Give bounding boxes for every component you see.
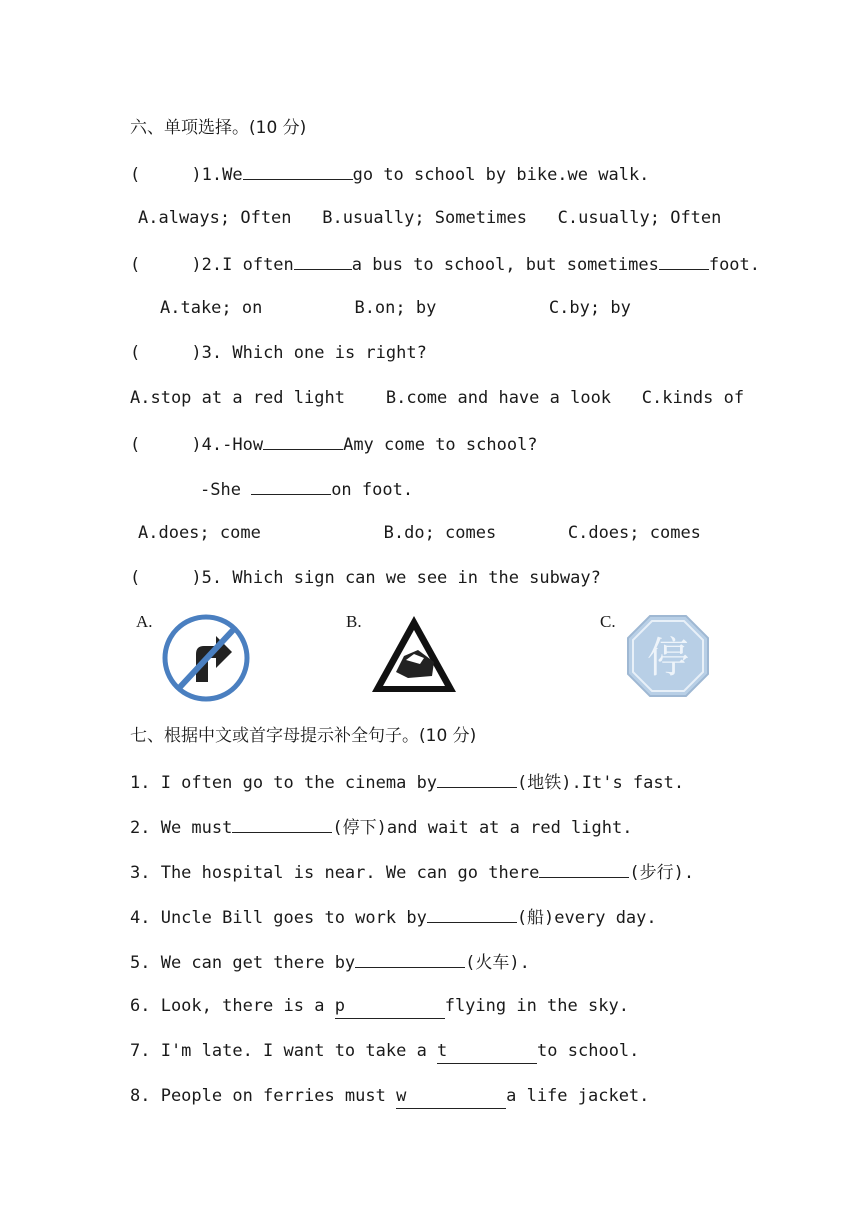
answer-blank[interactable]: p — [335, 994, 445, 1019]
answer-blank[interactable] — [659, 251, 709, 270]
stop-sign-text: 停 — [646, 633, 690, 682]
sentence-5: 5. We can get there by (火车). — [130, 949, 530, 975]
question-5: ( )5. Which sign can we see in the subway? — [130, 568, 601, 588]
answer-blank[interactable]: t — [437, 1039, 537, 1064]
answer-bracket[interactable]: ( ) — [130, 255, 202, 275]
question-4: ( )4.-How Amy come to school? — [130, 431, 538, 457]
answer-blank[interactable] — [294, 251, 352, 270]
question-3-options: A.stop at a red light B.come and have a look C.kinds of — [130, 388, 745, 408]
answer-blank[interactable] — [263, 431, 343, 450]
question-3: ( )3. Which one is right? — [130, 343, 427, 363]
sign-b-label: B. — [346, 612, 362, 631]
sign-a-label: A. — [136, 612, 153, 631]
answer-bracket[interactable]: ( ) — [130, 568, 202, 588]
sign-c-label: C. — [600, 612, 616, 631]
question-4-options: A.does; come B.do; comes C.does; comes — [138, 523, 701, 543]
section7-heading: 七、根据中文或首字母提示补全句子。(10 分) — [130, 726, 477, 746]
answer-blank[interactable]: w — [396, 1084, 506, 1109]
answer-blank[interactable] — [355, 949, 465, 968]
answer-bracket[interactable]: ( ) — [130, 435, 202, 455]
warning-hand-sign-icon — [368, 612, 460, 696]
sentence-6: 6. Look, there is a p flying in the sky. — [130, 994, 629, 1019]
answer-blank[interactable] — [427, 904, 517, 923]
answer-blank[interactable] — [243, 161, 353, 180]
answer-blank[interactable] — [232, 814, 332, 833]
answer-bracket[interactable]: ( ) — [130, 165, 202, 185]
question-2-options: A.take; on B.on; by C.by; by — [160, 298, 631, 318]
section6-heading: 六、单项选择。(10 分) — [130, 118, 307, 138]
answer-bracket[interactable]: ( ) — [130, 343, 202, 363]
sentence-4: 4. Uncle Bill goes to work by (船)every day. — [130, 904, 657, 930]
question-2: ( )2.I often a bus to school, but sometimes foot. — [130, 251, 760, 277]
no-right-turn-sign-icon — [160, 612, 252, 704]
answer-blank[interactable] — [437, 769, 517, 788]
answer-blank[interactable] — [539, 859, 629, 878]
answer-blank[interactable] — [251, 476, 331, 495]
question-4-line2: -She on foot. — [200, 476, 413, 502]
question-1-options: A.always; Often B.usually; Sometimes C.usually; Often — [138, 208, 722, 228]
sentence-2: 2. We must (停下)and wait at a red light. — [130, 814, 632, 840]
sentence-3: 3. The hospital is near. We can go there (步行). — [130, 859, 694, 885]
stop-sign-icon — [624, 612, 712, 700]
sentence-8: 8. People on ferries must w a life jacket. — [130, 1084, 649, 1109]
sentence-1: 1. I often go to the cinema by (地铁).It's fast. — [130, 769, 684, 795]
question-1: ( )1.We go to school by bike.we walk. — [130, 161, 649, 187]
sentence-7: 7. I'm late. I want to take a t to school. — [130, 1039, 639, 1064]
